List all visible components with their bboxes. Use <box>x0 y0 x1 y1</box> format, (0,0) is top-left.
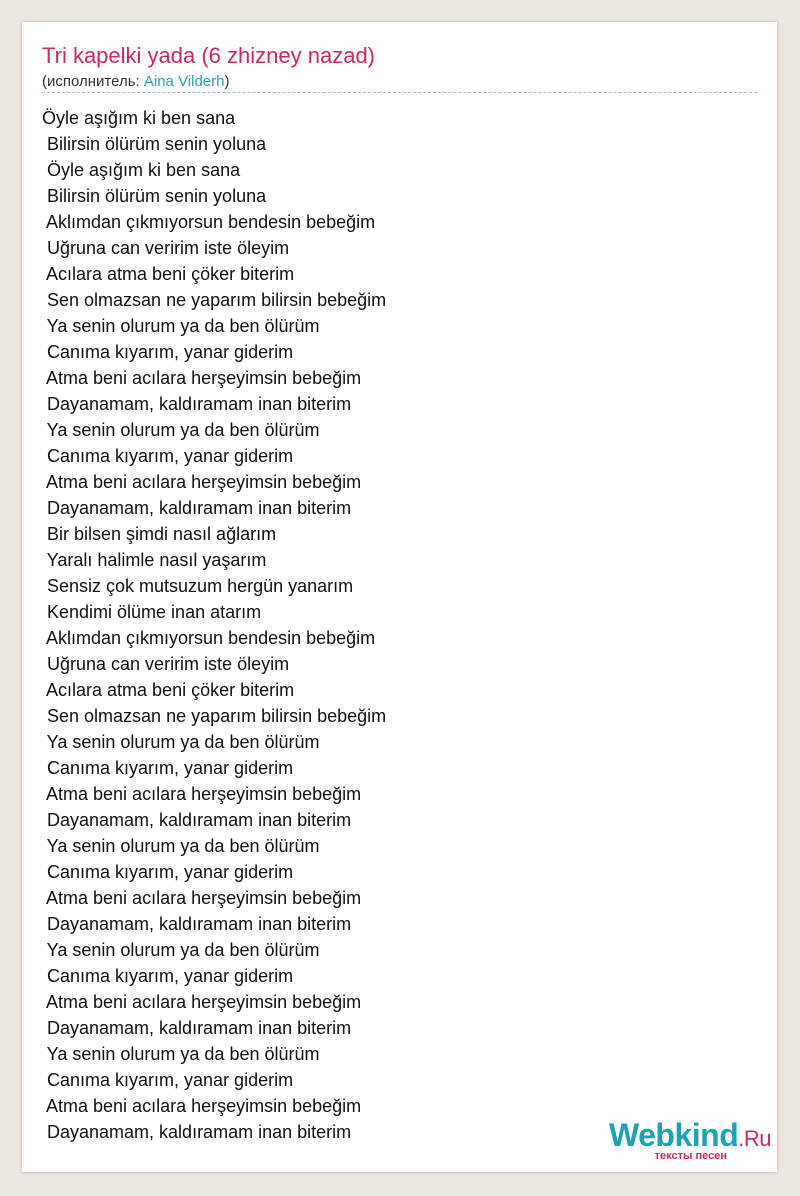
artist-link[interactable]: Aina Vilderh <box>143 73 225 90</box>
lyric-line: Atma beni acılara herşeyimsin bebeğim <box>42 784 362 804</box>
lyric-line: Öyle aşığım ki ben sana <box>42 108 236 128</box>
lyric-line: Acılara atma beni çöker biterim <box>42 264 295 284</box>
lyric-line: Yaralı halimle nasıl yaşarım <box>42 550 267 570</box>
logo-tagline: тексты песен <box>654 1150 727 1162</box>
title-divider <box>42 92 757 93</box>
lyric-line: Ya senin olurum ya da ben ölürüm <box>42 316 320 336</box>
lyric-line: Ya senin olurum ya da ben ölürüm <box>42 1044 320 1064</box>
artist-line <box>42 72 230 92</box>
lyric-line: Canıma kıyarım, yanar giderim <box>42 446 294 466</box>
lyric-line: Sen olmazsan ne yaparım bilirsin bebeğim <box>42 290 387 310</box>
lyric-line: Atma beni acılara herşeyimsin bebeğim <box>42 472 362 492</box>
lyric-line: Öyle aşığım ki ben sana <box>42 160 241 180</box>
lyric-line: Canıma kıyarım, yanar giderim <box>42 862 294 882</box>
lyric-line: Atma beni acılara herşeyimsin bebeğim <box>42 1096 362 1116</box>
lyric-line: Canıma kıyarım, yanar giderim <box>42 342 294 362</box>
lyric-line: Dayanamam, kaldıramam inan biterim <box>42 810 352 830</box>
artist-suffix: ) <box>224 73 230 90</box>
lyric-line: Sensiz çok mutsuzum hergün yanarım <box>42 576 354 596</box>
lyric-line: Kendimi ölüme inan atarım <box>42 602 262 622</box>
lyric-line: Bilirsin ölürüm senin yoluna <box>42 186 267 206</box>
song-title: Tri kapelki yada (6 zhizney nazad) <box>42 43 376 68</box>
lyric-line: Ya senin olurum ya da ben ölürüm <box>42 940 320 960</box>
lyric-line: Canıma kıyarım, yanar giderim <box>42 1070 294 1090</box>
logo-tld: .Ru <box>738 1126 771 1151</box>
artist-prefix: (исполнитель: <box>42 73 144 90</box>
lyric-line: Sen olmazsan ne yaparım bilirsin bebeğim <box>42 706 387 726</box>
lyric-line: Dayanamam, kaldıramam inan biterim <box>42 394 352 414</box>
lyric-line: Atma beni acılara herşeyimsin bebeğim <box>42 888 362 908</box>
lyrics-text <box>42 105 386 1145</box>
lyric-line: Ya senin olurum ya da ben ölürüm <box>42 732 320 752</box>
lyric-line: Atma beni acılara herşeyimsin bebeğim <box>42 992 362 1012</box>
lyric-line: Uğruna can veririm iste öleyim <box>42 238 290 258</box>
lyric-line: Dayanamam, kaldıramam inan biterim <box>42 498 352 518</box>
lyric-line: Dayanamam, kaldıramam inan biterim <box>42 1122 352 1142</box>
lyric-line: Acılara atma beni çöker biterim <box>42 680 295 700</box>
logo-name: Webkind <box>609 1117 739 1153</box>
lyric-line: Dayanamam, kaldıramam inan biterim <box>42 914 352 934</box>
lyric-line: Ya senin olurum ya da ben ölürüm <box>42 836 320 856</box>
site-logo[interactable] <box>583 1116 771 1166</box>
lyric-line: Bir bilsen şimdi nasıl ağlarım <box>42 524 277 544</box>
lyric-line: Canıma kıyarım, yanar giderim <box>42 966 294 986</box>
lyric-line: Aklımdan çıkmıyorsun bendesin bebeğim <box>42 628 376 648</box>
lyrics-page <box>22 22 777 1172</box>
lyric-line: Uğruna can veririm iste öleyim <box>42 654 290 674</box>
lyric-line: Ya senin olurum ya da ben ölürüm <box>42 420 320 440</box>
lyric-line: Dayanamam, kaldıramam inan biterim <box>42 1018 352 1038</box>
lyric-line: Bilirsin ölürüm senin yoluna <box>42 134 267 154</box>
lyric-line: Canıma kıyarım, yanar giderim <box>42 758 294 778</box>
lyric-line: Aklımdan çıkmıyorsun bendesin bebeğim <box>42 212 376 232</box>
lyric-line: Atma beni acılara herşeyimsin bebeğim <box>42 368 362 388</box>
